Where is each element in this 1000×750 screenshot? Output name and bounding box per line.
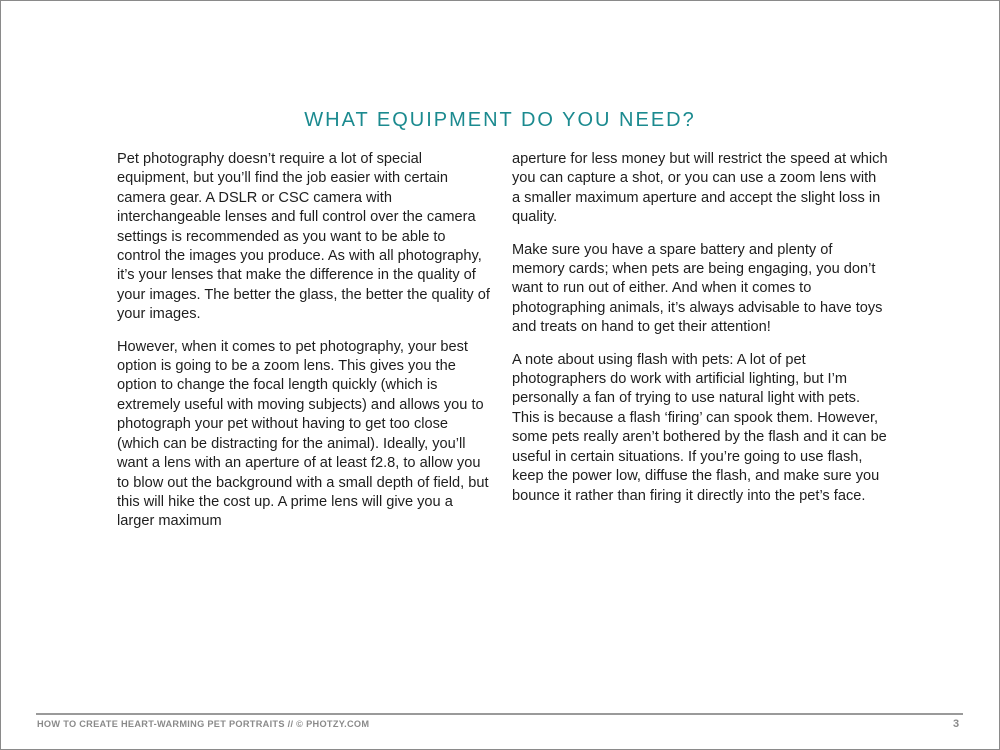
paragraph: A note about using flash with pets: A lot of pet photographers do work with artificial lighting, but I’m personally a fan of trying to use natural light with pets. This is because a flash ‘firing’ can spook them. However, some pets really aren’t bothered by the flash and it can be useful in certain situations. If you’re going to use flash, keep the power low, diffuse the flash, and make sure you bounce it rather than firing it directly into the pet’s face. (512, 351, 887, 504)
paragraph: Make sure you have a spare battery and plenty of memory cards; when pets are being engaging, you don’t want to run out of either. And when it comes to photographing animals, it’s always advisable to have toys and treats on hand to get their attention! (512, 241, 883, 336)
right-column (512, 150, 888, 519)
footer-divider (36, 713, 963, 715)
paragraph: Pet photography doesn’t require a lot of special equipment, but you’ll find the job easier with certain camera gear. A DSLR or CSC camera with interchangeable lenses and full control over the camera settings is recommended as you want to be able to control the images you produce. As with all photography, it’s your lenses that make the difference in the quality of your images. The better the glass, the better the quality of your images. (117, 151, 490, 323)
paragraph: However, when it comes to pet photography, your best option is going to be a zoom lens. This gives you the option to change the focal length quickly (which is extremely useful with moving subjects) and allows you to photograph your pet without having to get too close (which can be distracting for the animal). Ideally, you’ll want a lens with an aperture of at least f2.8, to allow you to blow out the background with a small depth of field, but this will hike the cost up. A prime lens will give you a larger maximum (117, 338, 489, 530)
left-column (117, 150, 493, 545)
page-title: WHAT EQUIPMENT DO YOU NEED? (304, 109, 696, 132)
footer-text: HOW TO CREATE HEART-WARMING PET PORTRAITS // © PHOTZY.COM (37, 719, 370, 729)
page-number: 3 (953, 718, 960, 730)
paragraph: aperture for less money but will restrict the speed at which you can capture a shot, or you can use a zoom lens with a smaller maximum aperture and accept the slight loss in quality. (512, 151, 888, 226)
